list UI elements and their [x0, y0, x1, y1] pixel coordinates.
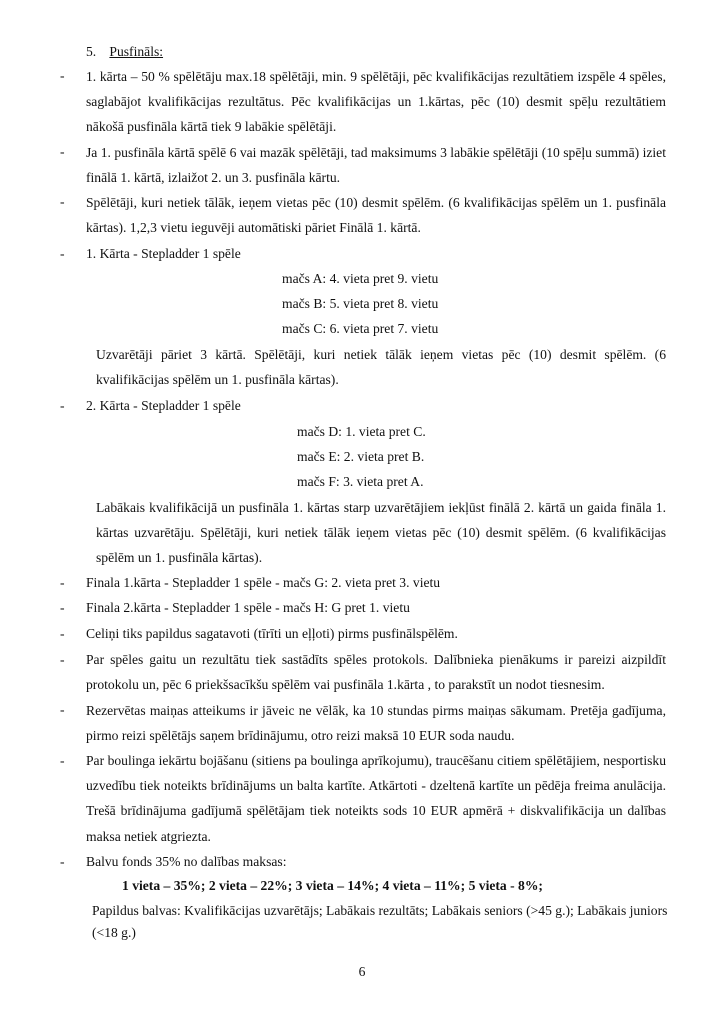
bullet-dash: - — [60, 753, 65, 768]
bullet-dash: - — [60, 626, 65, 641]
bullet-dash: - — [60, 575, 65, 590]
final-round2: Finala 2.kārta - Stepladder 1 spēle - mačs H: G pret 1. vietu — [86, 600, 410, 615]
lane-preparation: Celiņi tiks papildus sagatavoti (tīrīti un eļļoti) pirms pusfinālspēlēm. — [86, 626, 458, 641]
prize-distribution: 1 vieta – 35%; 2 vieta – 22%; 3 vieta – 14%; 4 vieta – 11%; 5 vieta - 8%; — [122, 878, 543, 893]
match-c: mačs C: 6. vieta pret 7. vietu — [282, 321, 439, 336]
match-d: mačs D: 1. vieta pret C. — [297, 424, 426, 439]
bullet-dash: - — [60, 702, 65, 717]
extra-prizes: Papildus balvas: Kvalifikācijas uzvarētājs; Labākais rezultāts; Labākais seniors (>45 g.); Labākais juniors (<18 g.) — [92, 903, 668, 940]
section-number: 5. — [86, 44, 97, 59]
round2-note: Labākais kvalifikācijā un pusfināla 1. kārtas starp uzvarētājiem iekļūst finālā 2. kārtā un gaida fināla 1. kārtas uzvarētāju. Spēlētāji, kuri netiek tālāk ieņem vietas pēc (10) desmit spēlēm. (6 kvalifikācijas spēlēm un 1. pusfināla kārtas). — [96, 500, 666, 566]
bullet-small-field-rule: Ja 1. pusfināla kārtā spēlē 6 vai mazāk spēlētāji, tad maksimums 3 labākie spēlētāji (10 spēļu summā) iziet finālā 1. kārtā, izlaižot 2. un 3. pusfināla kārtu. — [86, 145, 666, 186]
bullet-placement-rule: Spēlētāji, kuri netiek tālāk, ieņem vietas pēc (10) desmit spēlēm. (6 kvalifikācijas spēlēm un 1. pusfināla kārtas). 1,2,3 vietu ieguvēji automātiski pāriet Finālā 1. kārtā. — [86, 195, 666, 236]
round1-note: Uzvarētāji pāriet 3 kārtā. Spēlētāji, kuri netiek tālāk ieņem vietas pēc (10) desmit spēlēm. (6 kvalifikācijas spēlēm un 1. pusfināla kārtas). — [96, 347, 666, 388]
page-number: 6 — [358, 964, 366, 979]
match-e: mačs E: 2. vieta pret B. — [297, 449, 425, 464]
bullet-dash: - — [60, 398, 65, 413]
bullet-dash: - — [60, 68, 65, 83]
reservation-rule: Rezervētas maiņas atteikums ir jāveic ne vēlāk, ka 10 stundas pirms maiņas sākumam. Pretēja gadījuma, pirmo reizi spēlētājs saņem brīdinājumu, otro reizi maksā 10 EUR soda naudu. — [86, 703, 666, 744]
equipment-damage-rule: Par boulinga iekārtu bojāšanu (sitiens pa boulinga aprīkojumu), traucēšanu citiem spēlētājiem, nesportisku uzvedību tiek noteikts brīdinājums un balta kartīte. Atkārtoti - dzeltenā kartīte un pēdēja freima anulācija. Trešā brīdinājuma gadījumā spēlētājam tiek noteikts sods 10 EUR apmērā + diskvalifikācija un dalības maksa netiek atgriezta. — [86, 753, 666, 844]
bullet-dash: - — [60, 854, 65, 869]
match-a: mačs A: 4. vieta pret 9. vietu — [282, 271, 439, 286]
prize-fund: Balvu fonds 35% no dalības maksas: — [86, 854, 287, 869]
final-round1: Finala 1.kārta - Stepladder 1 spēle - mačs G: 2. vieta pret 3. vietu — [86, 575, 441, 590]
bullet-round1-rules: 1. kārta – 50 % spēlētāju max.18 spēlētāji, min. 9 spēlētāji, pēc kvalifikācijas rezultātiem izspēle 4 spēles, saglabājot kvalifikācijas rezultātus. Pēc kvalifikācijas un 1.kārtas, pēc (10) desmit spēļu rezultātiem nākošā pusfināla kārtā tiek 9 labākie spēlētāji. — [86, 69, 666, 135]
match-b: mačs B: 5. vieta pret 8. vietu — [282, 296, 439, 311]
protocol-rule: Par spēles gaitu un rezultātu tiek sastādīts spēles protokols. Dalībnieka pienākums ir pareizi aizpildīt protokolu un, pēc 6 priekšsacīkšu spēlēm vai pusfināla 1.kārta , to parakstīt un nodot tiesnesim. — [86, 652, 666, 693]
round2-heading: 2. Kārta - Stepladder 1 spēle — [86, 398, 241, 413]
section-title: Pusfināls: — [109, 44, 164, 59]
match-f: mačs F: 3. vieta pret A. — [297, 474, 424, 489]
round1-heading: 1. Kārta - Stepladder 1 spēle — [86, 246, 241, 261]
bullet-dash: - — [60, 194, 65, 209]
bullet-dash: - — [60, 246, 65, 261]
section-heading — [86, 44, 163, 60]
bullet-dash: - — [60, 600, 65, 615]
bullet-dash: - — [60, 144, 65, 159]
bullet-dash: - — [60, 652, 65, 667]
